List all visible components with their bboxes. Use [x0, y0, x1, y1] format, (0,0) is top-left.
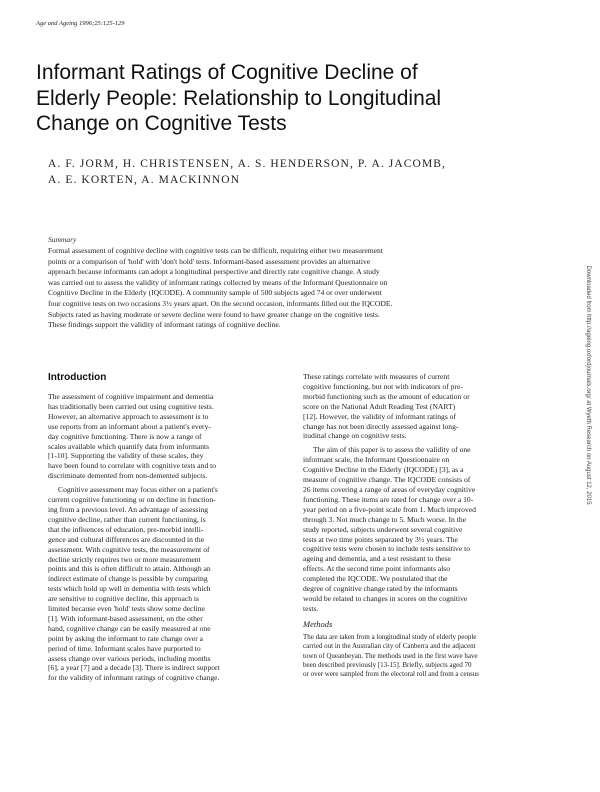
journal-citation: Age and Ageing 1996;25:125-129	[36, 20, 125, 27]
text-line: current cognitive functioning or on decline in function-	[48, 495, 216, 505]
text-line: These ratings correlate with measures of current	[303, 372, 450, 381]
title-line: Change on Cognitive Tests	[36, 112, 287, 135]
text-line: Formal assessment of cognitive decline with cognitive tests can be difficult, requiring either two measurement	[48, 246, 383, 255]
text-line: The data are taken from a longitudinal study of elderly people	[303, 632, 477, 641]
text-line: gence and cultural differences are discounted in the	[48, 534, 205, 544]
text-line: assess change over various periods, including months	[48, 653, 211, 663]
text-line: indirect estimate of change is possible by comparing	[48, 574, 208, 584]
text-line: point by asking the informant to rate change over a	[48, 633, 203, 643]
text-line: The aim of this paper is to assess the validity of one	[313, 445, 471, 455]
text-line: year period on a five-point scale from 1. Much improved	[303, 504, 476, 514]
text-line: that the influences of education, pre-morbid intelli-	[48, 524, 204, 534]
text-line: has traditionally been carried out using cognitive tests.	[48, 401, 214, 411]
text-line: [1]. With informant-based assessment, on the other	[48, 613, 203, 623]
author-line: A. E. KORTEN, A. MACKINNON	[48, 174, 241, 186]
download-side-note-text: Downloaded from http://ageing.oxfordjournals.org/ at Wyeth Research on August 12, 2015	[585, 265, 591, 505]
title-line: Informant Ratings of Cognitive Decline of	[36, 61, 418, 84]
text-line: study reported, subjects underwent several cognitive	[303, 524, 463, 534]
right-paragraph-2	[303, 441, 540, 613]
text-line: decline strictly requires two or more measurement	[48, 554, 201, 564]
text-line: ing from a previous level. An advantage of assessing	[48, 504, 209, 514]
text-line: [6], a year [7] and a decade [3]. There is indirect support	[48, 663, 220, 673]
left-column	[48, 372, 285, 683]
text-line: have been found to correlate with cognitive tests and to	[48, 461, 217, 471]
text-line: Cognitive assessment may focus either on a patient's	[58, 485, 218, 495]
text-line: ageing and dementia, and a test resistant to these	[303, 554, 451, 564]
text-line: measure of cognitive change. The IQCODE consists of	[303, 475, 471, 485]
text-line: Subjects rated as having moderate or severe decline were found to have greater change on the cognitive tests.	[48, 309, 380, 319]
text-line: functioning. These items are rated for change over a 10-	[303, 494, 474, 504]
paper-title	[36, 60, 536, 137]
text-line: four cognitive tests on two occasions 3½ years apart. On the second occasion, informants filled out the IQCODE.	[48, 298, 393, 308]
text-line: degree of cognitive change rated by the informants	[303, 584, 458, 594]
text-line: hand, cognitive change can be easily measured at one	[48, 623, 211, 633]
text-line: Cognitive Decline in the Elderly (IQCODE) [3], as a	[303, 465, 464, 475]
text-line: scales available which quantify data from informants	[48, 441, 210, 451]
introduction-paragraph-1	[48, 392, 285, 481]
text-line: completed the IQCODE. We postulated that the	[303, 574, 448, 584]
summary-abstract	[48, 246, 552, 331]
author-line: A. F. JORM, H. CHRISTENSEN, A. S. HENDERSON, P. A. JACOMB,	[48, 158, 447, 170]
text-line: for the validity of informant ratings of cognitive change.	[48, 673, 220, 683]
download-side-note	[582, 225, 594, 545]
text-line: morbid functioning such as the amount of education or	[303, 391, 470, 401]
text-line: was carried out to assess the validity of informant ratings collected by means of the Informant Questionnaire on	[48, 277, 388, 287]
text-line: However, an alternative approach to assessment is to	[48, 411, 209, 421]
text-line: use reports from an informant about a patient's every-	[48, 421, 211, 431]
text-line: discriminate demented from non-demented subjects.	[48, 471, 208, 481]
author-list	[48, 156, 548, 188]
text-line: period of time. Informant scales have purported to	[48, 643, 201, 653]
text-line: informant scale, the Informant Questionnaire on	[303, 455, 450, 465]
introduction-heading: Introduction	[48, 372, 107, 383]
text-line: tests.	[303, 603, 319, 613]
text-line: [1-10]. Supporting the validity of these scales, they	[48, 451, 204, 461]
text-line: Cognitive Decline in the Elderly (IQCODE). A community sample of 500 subjects aged 74 or over underwent	[48, 288, 382, 298]
text-line: day cognitive functioning. There is now a range of	[48, 431, 202, 441]
text-line: These findings support the validity of informant ratings of cognitive decline.	[48, 320, 281, 330]
text-line: are sensitive to cognitive decline, this approach is	[48, 594, 199, 604]
right-column	[303, 372, 540, 680]
text-line: cognitive functioning, but not with indicators of pre-	[303, 381, 463, 391]
text-line: cognitive tests were chosen to include tests sensitive to	[303, 544, 471, 554]
text-line: or over were sampled from the electoral roll and from a census	[303, 670, 479, 679]
text-line: effects. At the second time point informants also	[303, 564, 451, 574]
methods-paragraph	[303, 633, 540, 680]
text-line: through 3. Not much change to 5. Much worse. In the	[303, 514, 467, 524]
text-line: change has not been directly assessed against long-	[303, 421, 459, 431]
text-line: tests which hold up well in dementia with tests which	[48, 584, 211, 594]
text-line: tests at two time points separated by 3½ years. The	[303, 534, 458, 544]
text-line: 26 items covering a range of areas of everyday cognitive	[303, 484, 476, 494]
text-line: assessment. With cognitive tests, the measurement of	[48, 544, 210, 554]
introduction-paragraph-2	[48, 481, 285, 683]
text-line: [12]. However, the validity of informant ratings of	[303, 411, 457, 421]
text-line: limited because even 'hold' tests show some decline	[48, 604, 205, 614]
text-line: points or a comparison of 'hold' with 'don't hold' tests. Informant-based assessment provides an alternative	[48, 256, 371, 266]
text-line: carried out in the Australian city of Canberra and the adjacent	[303, 642, 476, 651]
text-line: town of Queanbeyan. The methods used in the first wave have	[303, 651, 478, 660]
title-line: Elderly People: Relationship to Longitudinal	[36, 86, 442, 110]
text-line: approach because informants can adopt a longitudinal perspective and directly rate cognitive change. A study	[48, 267, 380, 277]
text-line: cognitive decline, rather than current functioning, is	[48, 514, 206, 524]
text-line: score on the National Adult Reading Test (NART)	[303, 401, 456, 411]
text-line: been described previously [13-15]. Briefly, subjects aged 70	[303, 660, 472, 669]
text-line: The assessment of cognitive impairment and dementia	[48, 392, 214, 401]
text-line: itudinal change on cognitive tests.	[303, 431, 407, 441]
text-line: would be related to changes in scores on the cognitive	[303, 593, 468, 603]
summary-heading: Summary	[48, 235, 77, 244]
methods-heading: Methods	[303, 618, 333, 629]
text-line: points and this is often difficult to attain. Although an	[48, 564, 211, 574]
right-paragraph-1	[303, 372, 540, 441]
